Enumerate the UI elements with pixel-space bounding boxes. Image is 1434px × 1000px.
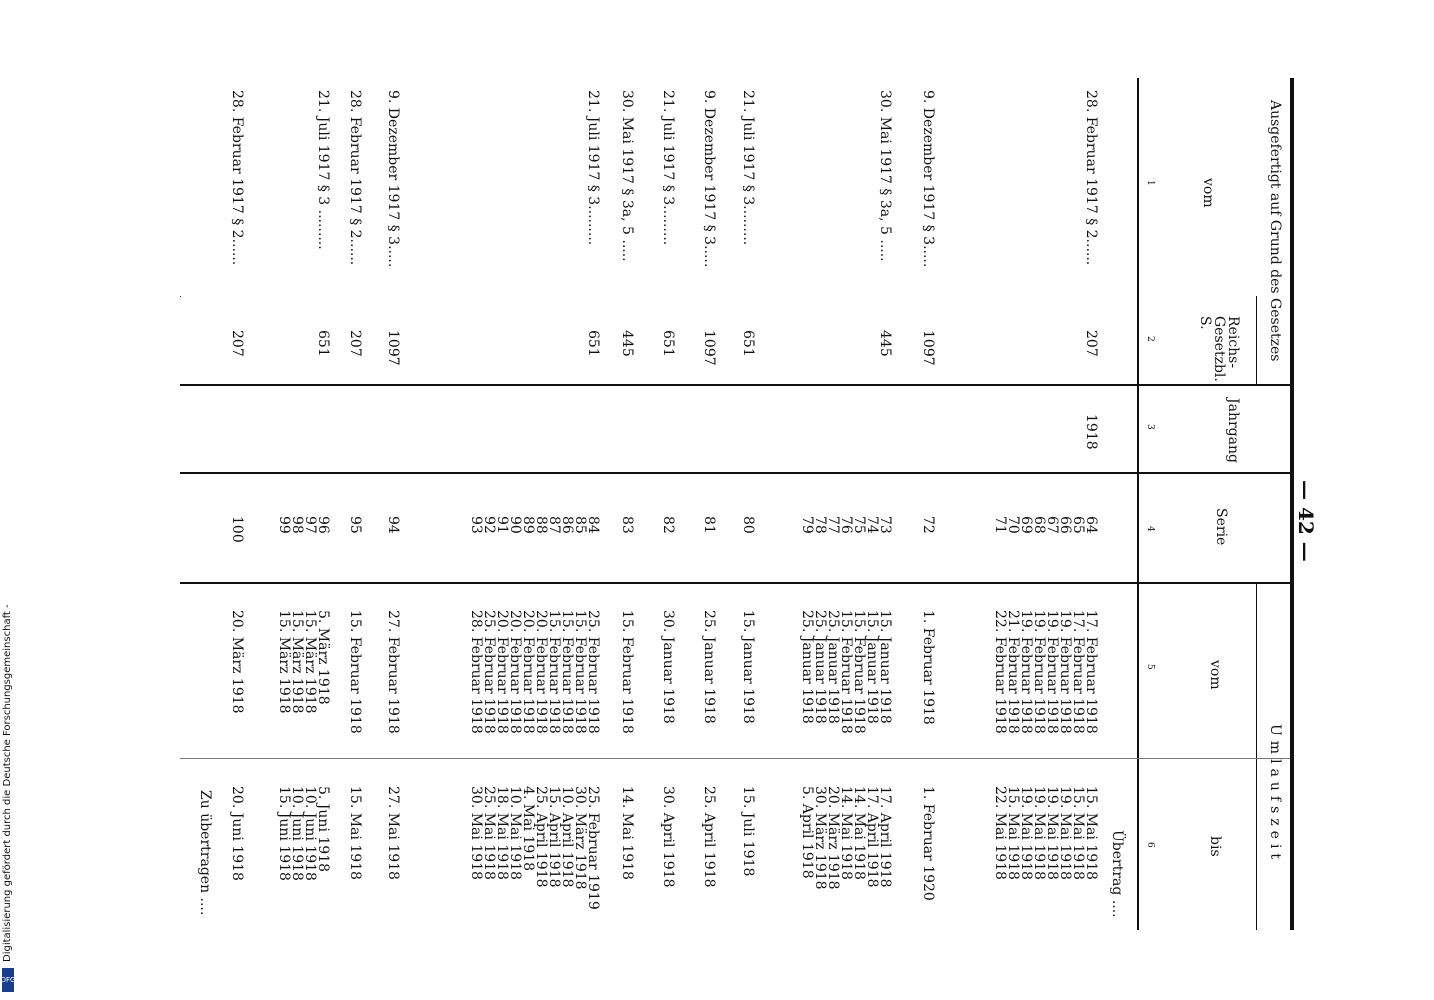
cell-bis: 30. April 1918 <box>660 786 676 888</box>
header-col-bis: bis <box>1207 836 1223 857</box>
cell-bis: 20. Juni 1918 <box>229 786 245 881</box>
cell-umlauf-vom: 19. Februar 1918 <box>1057 610 1073 734</box>
cell-serie: 82 <box>660 516 676 534</box>
cell-bis: 10. April 1918 <box>559 786 575 888</box>
cell-bis: 15. Mai 1918 <box>1005 786 1021 880</box>
cell-serie: 65 <box>1070 516 1086 534</box>
cell-vom: 9. Dezember 1917 § 3..... <box>701 90 717 268</box>
footer-credit: Digitalisierung gefördert durch die Deutsche Forschungsgemeinschaft - <box>2 604 13 962</box>
cell-bis: 25. Februar 1919 <box>585 786 601 910</box>
cell-serie: 97 <box>302 516 318 534</box>
cell-umlauf-vom: 20. März 1918 <box>229 610 245 714</box>
cell-serie: 66 <box>1057 516 1073 534</box>
cell-bis: 14. Mai 1918 <box>838 786 854 880</box>
cell-rgbl: 445 <box>619 330 635 357</box>
cell-umlauf-vom: 15. März 1918 <box>276 610 292 714</box>
cell-serie: 68 <box>1031 516 1047 534</box>
cell-bis: 15. Mai 1918 <box>347 786 363 880</box>
cell-serie: 89 <box>520 516 536 534</box>
cell-umlauf-vom: 25. Januar 1918 <box>799 610 815 724</box>
cell-umlauf-vom: 25. Februar 1918 <box>585 610 601 734</box>
cell-bis: 19. Mai 1918 <box>1031 786 1047 880</box>
cell-umlauf-vom: 19. Februar 1918 <box>1018 610 1034 734</box>
cell-rgbl: 445 <box>877 330 893 357</box>
header-colnum-3: 3 <box>1145 424 1155 430</box>
cell-rgbl: 207 <box>1083 330 1099 357</box>
cell-serie: 70 <box>1005 516 1021 534</box>
cell-umlauf-vom: 19. Februar 1918 <box>1044 610 1060 734</box>
cell-serie: 83 <box>619 516 635 534</box>
header-col-jahrgang: Jahrgang <box>1225 398 1241 463</box>
cell-bis: 15. Juni 1918 <box>276 786 292 881</box>
cell-umlauf-vom: 5. März 1918 <box>315 610 331 705</box>
cell-vom: 28. Februar 1917 § 2...... <box>229 90 245 266</box>
cell-umlauf-vom: 30. Januar 1918 <box>660 610 676 724</box>
cell-serie: 74 <box>864 516 880 534</box>
cell-vom: 28. Februar 1917 § 2...... <box>347 90 363 266</box>
cell-bis: 19. Mai 1918 <box>1044 786 1060 880</box>
header-colnum-1: 1 <box>1145 180 1155 186</box>
cell-serie: 85 <box>572 516 588 534</box>
cell-serie: 73 <box>877 516 893 534</box>
cell-bis: 14. Mai 1918 <box>619 786 635 880</box>
cell-serie: 67 <box>1044 516 1060 534</box>
table-top-rule <box>1290 78 1294 930</box>
cell-umlauf-vom: 15. Januar 1918 <box>740 610 756 724</box>
cell-serie: 99 <box>276 516 292 534</box>
cell-serie: 77 <box>825 516 841 534</box>
cell-bis: 15. Juli 1918 <box>740 786 756 877</box>
cell-vom: 28. Februar 1917 § 2...... <box>1083 90 1099 266</box>
cell-rgbl: 207 <box>347 330 363 357</box>
cell-bis: 25. April 1918 <box>701 786 717 888</box>
cell-vom: 30. Mai 1917 § 3a, 5 ..... <box>877 90 893 262</box>
cell-serie: 87 <box>546 516 562 534</box>
cell-vom: 21. Juli 1917 § 3......... <box>660 90 676 246</box>
cell-bis: 17. April 1918 <box>864 786 880 888</box>
cell-bis: 22. Mai 1918 <box>992 786 1008 880</box>
cell-serie: 91 <box>494 516 510 534</box>
cell-serie: 88 <box>533 516 549 534</box>
cell-serie: 92 <box>481 516 497 534</box>
cell-bis: 10. Mai 1918 <box>507 786 523 880</box>
cell-vom: 30. Mai 1917 § 3a, 5 ..... <box>619 90 635 262</box>
cell-serie: 78 <box>812 516 828 534</box>
cell-serie: 94 <box>385 516 401 534</box>
cell-bis: 30. März 1918 <box>812 786 828 890</box>
group-right-rule <box>1256 582 1257 930</box>
header-group-left: Ausgefertigt auf Grund des Gesetzes <box>1267 100 1283 362</box>
cell-serie: 93 <box>468 516 484 534</box>
column-rule-1 <box>180 296 181 298</box>
cell-umlauf-vom: 25. Februar 1918 <box>481 610 497 734</box>
cell-umlauf-vom: 15. Januar 1918 <box>877 610 893 724</box>
cell-umlauf-vom: 15. Februar 1918 <box>619 610 635 734</box>
cell-bis: 15. April 1918 <box>546 786 562 888</box>
cell-umlauf-vom: 15. März 1918 <box>302 610 318 714</box>
cell-bis: 17. April 1918 <box>877 786 893 888</box>
cell-serie: 95 <box>347 516 363 534</box>
cell-umlauf-vom: 20. Februar 1918 <box>507 610 523 734</box>
cell-bis: 25. Mai 1918 <box>481 786 497 880</box>
header-bottom-rule <box>1137 78 1139 930</box>
cell-umlauf-vom: 22. Februar 1918 <box>992 610 1008 734</box>
cell-bis: 18. Mai 1918 <box>494 786 510 880</box>
cell-serie: 98 <box>289 516 305 534</box>
cell-umlauf-vom: 15. Februar 1918 <box>347 610 363 734</box>
cell-bis: 15. Mai 1918 <box>1083 786 1099 880</box>
cell-umlauf-vom: 17. Februar 1918 <box>1070 610 1086 734</box>
cell-bis: 5. Juni 1918 <box>315 786 331 873</box>
cell-bis: 27. Mai 1918 <box>385 786 401 880</box>
cell-bis: 19. Mai 1918 <box>1018 786 1034 880</box>
cell-rgbl: 1097 <box>920 330 936 366</box>
cell-serie: 86 <box>559 516 575 534</box>
header-col-umlauf-vom: vom <box>1207 660 1223 690</box>
header-colnum-6: 6 <box>1145 842 1155 848</box>
header-col-serie: Serie <box>1213 508 1229 546</box>
cell-serie: 81 <box>701 516 717 534</box>
cell-serie: 79 <box>799 516 815 534</box>
cell-bis: 10. Juni 1918 <box>289 786 305 881</box>
cell-serie: 69 <box>1018 516 1034 534</box>
cell-serie: 96 <box>315 516 331 534</box>
header-colnum-2: 2 <box>1145 336 1155 342</box>
cell-serie: 64 <box>1083 516 1099 534</box>
cell-rgbl: 207 <box>229 330 245 357</box>
cell-rgbl: 1097 <box>385 330 401 366</box>
cell-umlauf-vom: 25. Januar 1918 <box>825 610 841 724</box>
cell-umlauf-vom: 15. Februar 1918 <box>851 610 867 734</box>
cell-umlauf-vom: 1. Februar 1918 <box>920 610 936 725</box>
cell-vom: 9. Dezember 1917 § 3..... <box>385 90 401 268</box>
cell-umlauf-vom: 27. Februar 1918 <box>385 610 401 734</box>
cell-umlauf-vom: 19. Februar 1918 <box>1031 610 1047 734</box>
cell-umlauf-vom: 21. Februar 1918 <box>1005 610 1021 734</box>
column-rule-5 <box>180 758 1290 759</box>
column-rule-3 <box>180 472 1290 474</box>
cell-rgbl: 651 <box>585 330 601 357</box>
cell-jahrgang: 1918 <box>1083 414 1099 450</box>
cell-bis: 25. April 1918 <box>533 786 549 888</box>
uebertrag-label: Übertrag .... <box>1109 830 1125 918</box>
cell-rgbl: 651 <box>740 330 756 357</box>
cell-bis: 19. Mai 1918 <box>1057 786 1073 880</box>
cell-serie: 100 <box>229 516 245 543</box>
cell-umlauf-vom: 15. Januar 1918 <box>864 610 880 724</box>
cell-umlauf-vom: 25. Januar 1918 <box>701 610 717 724</box>
cell-bis: 20. März 1918 <box>825 786 841 890</box>
cell-umlauf-vom: 28. Februar 1918 <box>468 610 484 734</box>
group-left-rule <box>1256 296 1257 384</box>
page-number: — 42 — <box>1294 480 1318 562</box>
cell-umlauf-vom: 15. Februar 1918 <box>838 610 854 734</box>
zu-uebertragen-label: Zu übertragen .... <box>197 790 213 916</box>
cell-serie: 72 <box>920 516 936 534</box>
cell-umlauf-vom: 20. Februar 1918 <box>520 610 536 734</box>
header-colnum-4: 4 <box>1145 526 1155 532</box>
dfg-logo: DFG <box>2 968 14 992</box>
cell-bis: 30. März 1918 <box>572 786 588 890</box>
cell-bis: 10. Juni 1918 <box>302 786 318 881</box>
cell-bis: 15. Mai 1918 <box>1070 786 1086 880</box>
cell-umlauf-vom: 15. Februar 1918 <box>572 610 588 734</box>
cell-serie: 75 <box>851 516 867 534</box>
cell-serie: 84 <box>585 516 601 534</box>
cell-bis: 5. April 1918 <box>799 786 815 879</box>
header-colnum-5: 5 <box>1145 664 1155 670</box>
cell-bis: 1. Februar 1920 <box>920 786 936 901</box>
cell-umlauf-vom: 17. Februar 1918 <box>1083 610 1099 734</box>
column-rule-4 <box>180 582 1290 584</box>
header-col-rgbl: Reichs-Gesetzbl. S. <box>1197 316 1241 382</box>
cell-rgbl: 651 <box>660 330 676 357</box>
cell-bis: 30. Mai 1918 <box>468 786 484 880</box>
cell-serie: 71 <box>992 516 1008 534</box>
cell-bis: 4. Mai 1918 <box>520 786 536 872</box>
cell-vom: 21. Juli 1917 § 3 ......... <box>315 90 331 250</box>
cell-rgbl: 1097 <box>701 330 717 366</box>
cell-umlauf-vom: 15. Februar 1918 <box>559 610 575 734</box>
cell-vom: 21. Juli 1917 § 3......... <box>585 90 601 246</box>
header-group-right: Umlaufszeit <box>1267 724 1283 865</box>
cell-umlauf-vom: 20. Februar 1918 <box>533 610 549 734</box>
cell-umlauf-vom: 15. März 1918 <box>289 610 305 714</box>
cell-serie: 80 <box>740 516 756 534</box>
cell-bis: 14. Mai 1918 <box>851 786 867 880</box>
cell-rgbl: 651 <box>315 330 331 357</box>
cell-serie: 90 <box>507 516 523 534</box>
cell-vom: 21. Juli 1917 § 3......... <box>740 90 756 246</box>
column-rule-2 <box>180 384 1290 386</box>
header-col-vom: vom <box>1200 178 1216 208</box>
cell-vom: 9. Dezember 1917 § 3..... <box>920 90 936 268</box>
cell-umlauf-vom: 15. Februar 1918 <box>546 610 562 734</box>
cell-serie: 76 <box>838 516 854 534</box>
cell-umlauf-vom: 25. Januar 1918 <box>812 610 828 724</box>
cell-umlauf-vom: 20. Februar 1918 <box>494 610 510 734</box>
